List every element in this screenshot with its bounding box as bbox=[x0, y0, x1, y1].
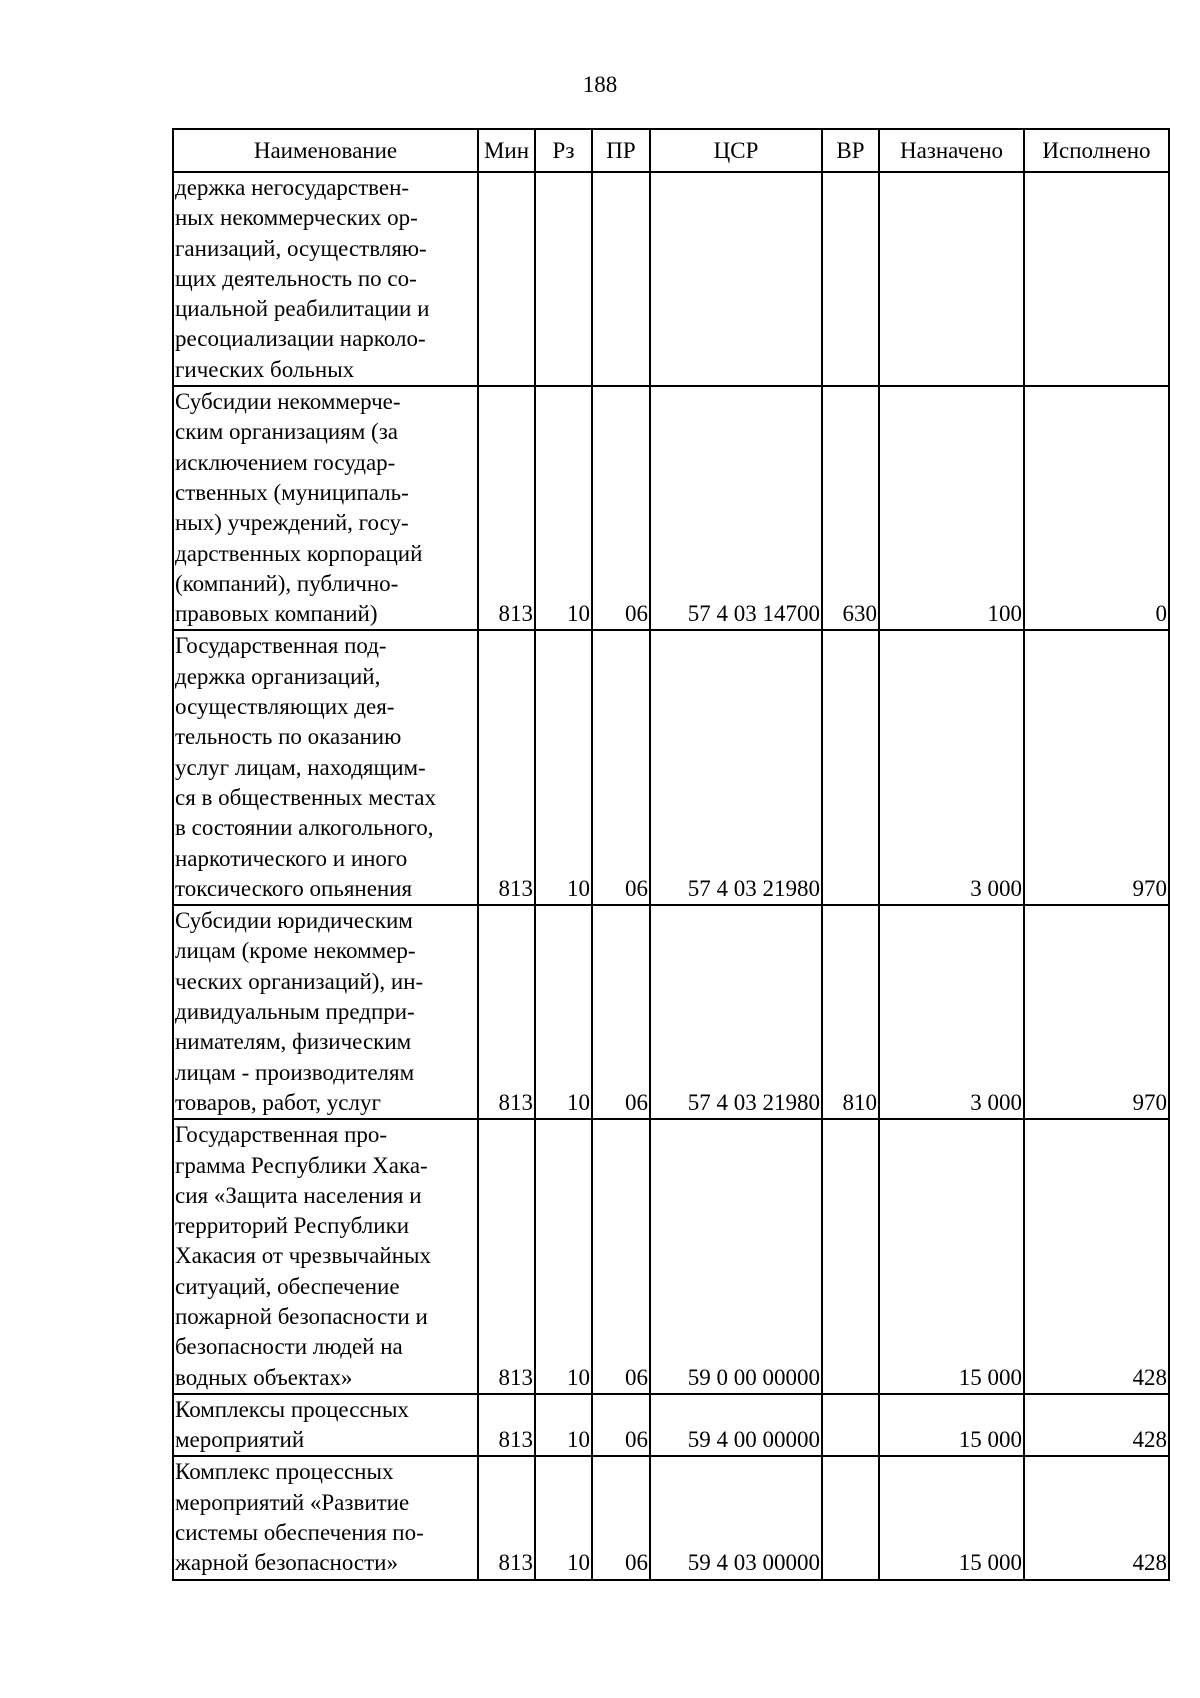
cell-name-line: Субсидии некоммерче- bbox=[175, 389, 401, 415]
cell-name bbox=[173, 630, 478, 905]
cell-name-line: ресоциализации нарколо- bbox=[175, 326, 426, 352]
table-row bbox=[173, 630, 1169, 905]
cell-csr: 57 4 03 14700 bbox=[650, 386, 822, 630]
cell-executed: 0 bbox=[1024, 386, 1169, 630]
cell-vr bbox=[822, 1394, 879, 1457]
cell-rz: 10 bbox=[535, 1394, 592, 1457]
cell-csr: 59 4 03 00000 bbox=[650, 1456, 822, 1579]
cell-name-line: гических больных bbox=[175, 356, 355, 382]
cell-name-line: тельность по оказанию bbox=[175, 724, 402, 750]
cell-min: 813 bbox=[478, 386, 535, 630]
cell-name-line: Государственная про- bbox=[175, 1122, 388, 1148]
cell-name-line: Хакасия от чрезвычайных bbox=[175, 1243, 431, 1269]
table-row bbox=[173, 1456, 1169, 1579]
table-header-row bbox=[173, 129, 1169, 172]
cell-name bbox=[173, 1119, 478, 1394]
table-row bbox=[173, 1394, 1169, 1457]
cell-name-line: системы обеспечения по- bbox=[175, 1520, 424, 1546]
cell-pr: 06 bbox=[592, 905, 650, 1119]
cell-name-line: товаров, работ, услуг bbox=[175, 1089, 381, 1115]
cell-name-line: ситуаций, обеспечение bbox=[175, 1273, 400, 1299]
header-pr: ПР bbox=[592, 129, 650, 172]
cell-name-line: водных объектах» bbox=[175, 1364, 353, 1390]
cell-name-line: Субсидии юридическим bbox=[175, 908, 413, 934]
cell-executed: 970 bbox=[1024, 630, 1169, 905]
cell-name-line: токсического опьянения bbox=[175, 875, 413, 901]
cell-name-line: Комплексы процессных bbox=[175, 1396, 409, 1422]
budget-table bbox=[172, 128, 1170, 1581]
header-csr: ЦСР bbox=[650, 129, 822, 172]
cell-min: 813 bbox=[478, 1119, 535, 1394]
cell-csr bbox=[650, 172, 822, 386]
table-row bbox=[173, 1119, 1169, 1394]
cell-name-line: ных) учреждений, госу- bbox=[175, 510, 409, 536]
cell-csr: 57 4 03 21980 bbox=[650, 630, 822, 905]
header-vr: ВР bbox=[822, 129, 879, 172]
cell-pr: 06 bbox=[592, 386, 650, 630]
cell-name-line: лицам (кроме некоммер- bbox=[175, 938, 416, 964]
cell-executed: 428 bbox=[1024, 1456, 1169, 1579]
cell-assigned bbox=[879, 172, 1024, 386]
cell-min: 813 bbox=[478, 1394, 535, 1457]
cell-name-line: грамма Республики Хака- bbox=[175, 1152, 428, 1178]
cell-rz: 10 bbox=[535, 386, 592, 630]
cell-name-line: нимателям, физическим bbox=[175, 1029, 412, 1055]
header-name: Наименование bbox=[173, 129, 478, 172]
cell-csr: 57 4 03 21980 bbox=[650, 905, 822, 1119]
cell-name-line: сия «Защита населения и bbox=[175, 1182, 422, 1208]
cell-name-line: лицам - производителям bbox=[175, 1059, 415, 1085]
cell-executed bbox=[1024, 172, 1169, 386]
header-rz: Рз bbox=[535, 129, 592, 172]
cell-pr: 06 bbox=[592, 1456, 650, 1579]
cell-rz: 10 bbox=[535, 1119, 592, 1394]
cell-name-line: ных некоммерческих ор- bbox=[175, 205, 418, 231]
cell-min: 813 bbox=[478, 905, 535, 1119]
cell-assigned: 15 000 bbox=[879, 1119, 1024, 1394]
cell-name-line: жарной безопасности» bbox=[175, 1550, 398, 1576]
cell-name-line: мероприятий «Развитие bbox=[175, 1489, 410, 1515]
cell-min bbox=[478, 172, 535, 386]
cell-vr bbox=[822, 1456, 879, 1579]
cell-pr: 06 bbox=[592, 1119, 650, 1394]
cell-name-line: держка организаций, bbox=[175, 663, 381, 689]
cell-name-line: дарственных корпораций bbox=[175, 540, 423, 566]
page-number: 188 bbox=[582, 72, 618, 97]
cell-name-line: территорий Республики bbox=[175, 1213, 410, 1239]
cell-name-line: ся в общественных местах bbox=[175, 784, 436, 810]
cell-name-line: мероприятий bbox=[175, 1427, 305, 1453]
table-row bbox=[173, 386, 1169, 630]
cell-pr bbox=[592, 172, 650, 386]
cell-pr: 06 bbox=[592, 1394, 650, 1457]
cell-name-line: дивидуальным предпри- bbox=[175, 999, 415, 1025]
cell-min: 813 bbox=[478, 1456, 535, 1579]
cell-rz: 10 bbox=[535, 630, 592, 905]
cell-name-line: щих деятельность по со- bbox=[175, 265, 417, 291]
cell-vr bbox=[822, 1119, 879, 1394]
cell-vr bbox=[822, 630, 879, 905]
cell-csr: 59 4 00 00000 bbox=[650, 1394, 822, 1457]
cell-executed: 428 bbox=[1024, 1394, 1169, 1457]
cell-name-line: осуществляющих дея- bbox=[175, 694, 395, 720]
cell-name-line: ственных (муниципаль- bbox=[175, 479, 409, 505]
cell-vr: 810 bbox=[822, 905, 879, 1119]
cell-assigned: 3 000 bbox=[879, 905, 1024, 1119]
cell-vr bbox=[822, 172, 879, 386]
cell-assigned: 15 000 bbox=[879, 1394, 1024, 1457]
cell-name-line: ческих организаций), ин- bbox=[175, 968, 424, 994]
cell-assigned: 3 000 bbox=[879, 630, 1024, 905]
cell-name-line: услуг лицам, находящим- bbox=[175, 754, 426, 780]
cell-name-line: Комплекс процессных bbox=[175, 1459, 394, 1485]
cell-csr: 59 0 00 00000 bbox=[650, 1119, 822, 1394]
cell-executed: 970 bbox=[1024, 905, 1169, 1119]
cell-name-line: Государственная под- bbox=[175, 633, 387, 659]
cell-name-line: держка негосударствен- bbox=[175, 175, 410, 200]
cell-name bbox=[173, 172, 478, 386]
cell-name bbox=[173, 1394, 478, 1457]
cell-name-line: ским организациям (за bbox=[175, 419, 399, 445]
cell-name-line: (компаний), публично- bbox=[175, 570, 399, 596]
cell-name-line: наркотического и иного bbox=[175, 845, 408, 871]
cell-name-line: правовых компаний) bbox=[175, 601, 378, 627]
header-assigned: Назначено bbox=[879, 129, 1024, 172]
cell-name bbox=[173, 386, 478, 630]
cell-name-line: исключением государ- bbox=[175, 449, 396, 475]
cell-name-line: безопасности людей на bbox=[175, 1334, 403, 1360]
cell-name bbox=[173, 905, 478, 1119]
cell-vr: 630 bbox=[822, 386, 879, 630]
cell-name bbox=[173, 1456, 478, 1579]
table-row bbox=[173, 172, 1169, 386]
header-executed: Исполнено bbox=[1024, 129, 1169, 172]
cell-name-line: циальной реабилитации и bbox=[175, 296, 430, 322]
cell-rz: 10 bbox=[535, 905, 592, 1119]
cell-assigned: 100 bbox=[879, 386, 1024, 630]
header-min: Мин bbox=[478, 129, 535, 172]
cell-name-line: в состоянии алкогольного, bbox=[175, 815, 434, 841]
cell-name-line: ганизаций, осуществляю- bbox=[175, 235, 427, 261]
table-row bbox=[173, 905, 1169, 1119]
cell-rz: 10 bbox=[535, 1456, 592, 1579]
cell-pr: 06 bbox=[592, 630, 650, 905]
cell-assigned: 15 000 bbox=[879, 1456, 1024, 1579]
cell-executed: 428 bbox=[1024, 1119, 1169, 1394]
cell-name-line: пожарной безопасности и bbox=[175, 1303, 428, 1329]
cell-min: 813 bbox=[478, 630, 535, 905]
cell-rz bbox=[535, 172, 592, 386]
